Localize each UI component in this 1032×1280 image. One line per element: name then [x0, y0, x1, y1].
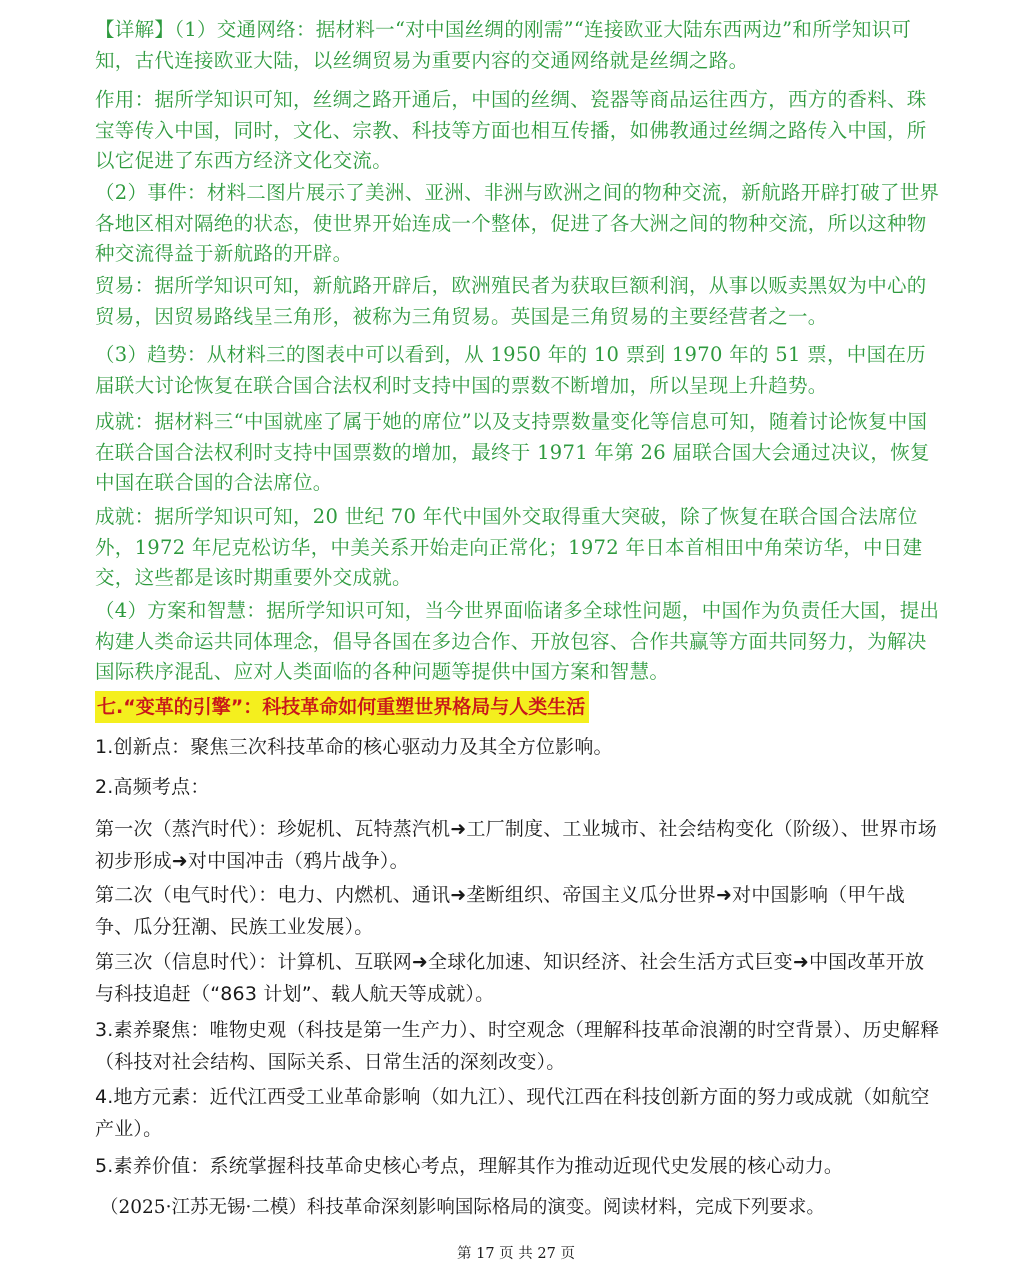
- answer-paragraph-2: 作用：据所学知识可知，丝绸之路开通后，中国的丝绸、瓷器等商品运往西方，西方的香料、珠宝等传入中国，同时，文化、宗教、科技等方面也相互传播，如佛教通过丝绸之路传入中国，所以它促进了东西方经济文化交流。: [95, 88, 927, 172]
- answer-paragraph-6: 成就：据材料三“中国就座了属于她的席位”以及支持票数量变化等信息可知，随着讨论恢复中国在联合国合法权利时支持中国票数的增加，最终于 1971 年第 26 届联合国大会通过决议，恢复中国在联合国的合法席位。: [95, 410, 930, 494]
- list-item-literacy-value: 5.素养价值：系统掌握科技革命史核心考点，理解其作为推动近现代史发展的核心动力。: [95, 1155, 844, 1177]
- section-heading: 七.“变革的引擎”：科技革命如何重塑世界格局与人类生活: [95, 691, 589, 723]
- answer-paragraph-3: （2）事件：材料二图片展示了美洲、亚洲、非洲与欧洲之间的物种交流，新航路开辟打破了世界各地区相对隔绝的状态，使世界开始连成一个整体，促进了各大洲之间的物种交流，所以这种物种交流得益于新航路的开辟。: [95, 181, 940, 265]
- list-item-hot-points: 2.高频考点：: [95, 776, 210, 798]
- answer-paragraph-7: 成就：据所学知识可知，20 世纪 70 年代中国外交取得重大突破，除了恢复在联合国合法席位外，1972 年尼克松访华，中美关系开始走向正常化；1972 年日本首相田中角荣访华，中日建交，这些都是该时期重要外交成就。: [95, 505, 923, 589]
- list-item-literacy-focus: 3.素养聚焦：唯物史观（科技是第一生产力）、时空观念（理解科技革命浪潮的时空背景）、历史解释（科技对社会结构、国际关系、日常生活的深刻改变）。: [95, 1019, 940, 1073]
- detail-tag: 【详解】: [95, 18, 175, 41]
- page-number-footer: 第 17 页 共 27 页: [457, 1246, 575, 1262]
- answer-paragraph-1-text: （1）交通网络：据材料一“对中国丝绸的刚需”“连接欧亚大陆东西两边”和所学知识可知，古代连接欧亚大陆，以丝绸贸易为重要内容的交通网络就是丝绸之路。: [95, 18, 912, 72]
- list-item-first-revolution: 第一次（蒸汽时代）：珍妮机、瓦特蒸汽机➜工厂制度、工业城市、社会结构变化（阶级）、世界市场初步形成➜对中国冲击（鸦片战争）。: [95, 818, 937, 872]
- list-item-third-revolution: 第三次（信息时代）：计算机、互联网➜全球化加速、知识经济、社会生活方式巨变➜中国改革开放与科技追赶（“863 计划”、载人航天等成就）。: [95, 951, 925, 1005]
- list-item-second-revolution: 第二次（电气时代）：电力、内燃机、通讯➜垄断组织、帝国主义瓜分世界➜对中国影响（甲午战争、瓜分狂潮、民族工业发展）。: [95, 884, 905, 938]
- question-intro: （2025·江苏无锡·二模）科技革命深刻影响国际格局的演变。阅读材料，完成下列要求。: [100, 1197, 825, 1218]
- answer-paragraph-1: [95, 15, 943, 76]
- list-item-innovation: 1.创新点：聚焦三次科技革命的核心驱动力及其全方位影响。: [95, 736, 613, 758]
- list-item-local-elements: 4.地方元素：近代江西受工业革命影响（如九江）、现代江西在科技创新方面的努力或成就（如航空产业）。: [95, 1086, 930, 1140]
- answer-paragraph-5: （3）趋势：从材料三的图表中可以看到，从 1950 年的 10 票到 1970 年的 51 票，中国在历届联大讨论恢复在联合国合法权利时支持中国的票数不断增加，所以呈现上升趋势。: [95, 343, 926, 397]
- answer-paragraph-4: 贸易：据所学知识可知，新航路开辟后，欧洲殖民者为获取巨额利润，从事以贩卖黑奴为中心的贸易，因贸易路线呈三角形，被称为三角贸易。英国是三角贸易的主要经营者之一。: [95, 274, 927, 328]
- answer-paragraph-8: （4）方案和智慧：据所学知识可知，当今世界面临诸多全球性问题，中国作为负责任大国，提出构建人类命运共同体理念，倡导各国在多边合作、开放包容、合作共赢等方面共同努力，为解决国际秩序混乱、应对人类面临的各种问题等提供中国方案和智慧。: [95, 599, 940, 683]
